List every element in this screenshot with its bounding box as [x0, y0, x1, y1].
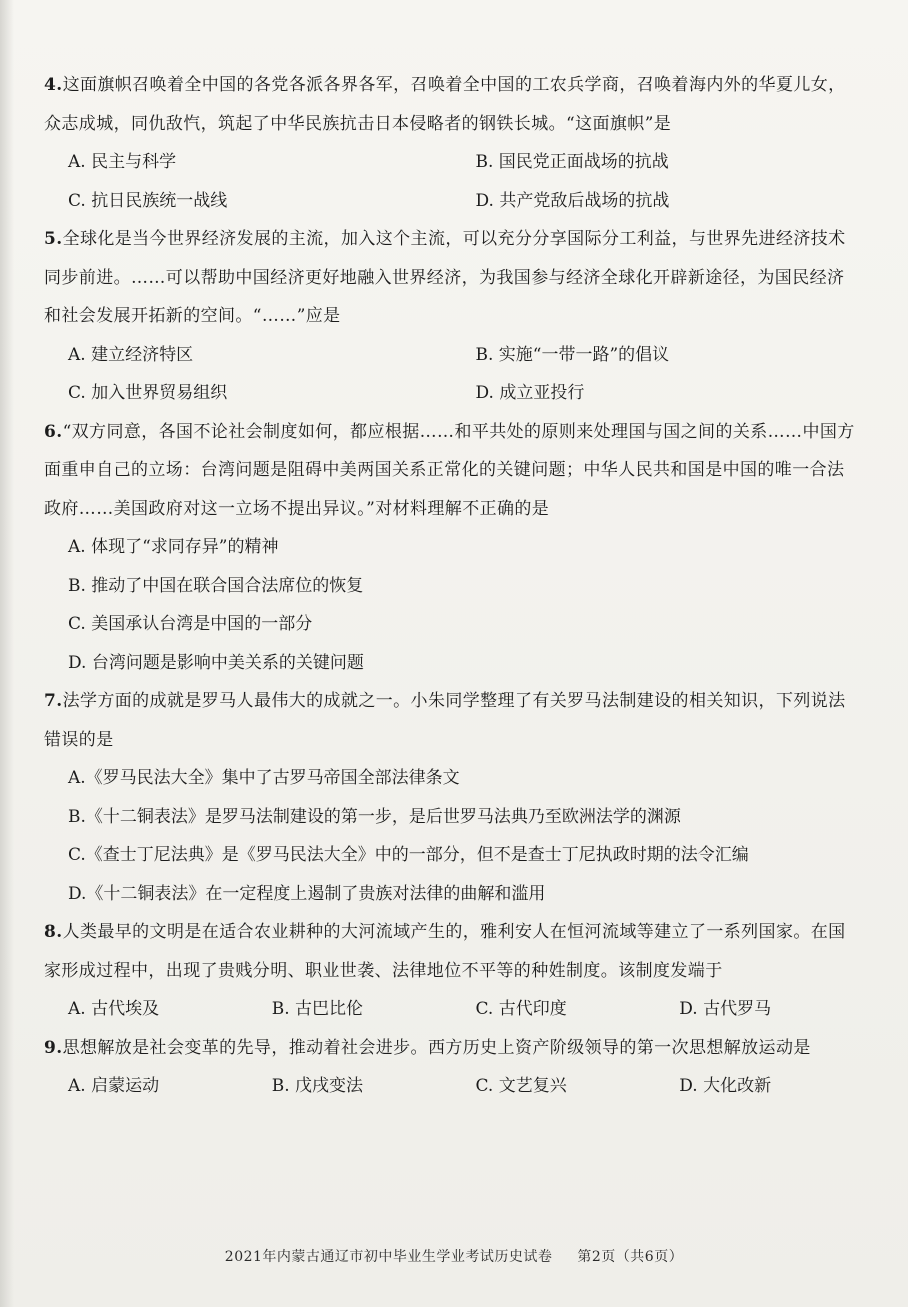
- question-4: [44, 66, 859, 220]
- question-7: [44, 682, 859, 913]
- option-b: B. 戊戌变法: [271, 1076, 364, 1096]
- option-c: C.《查士丁尼法典》是《罗马民法大全》中的一部分，但不是查士丁尼执政时期的法令汇编: [68, 845, 749, 865]
- option-d: D. 成立亚投行: [475, 383, 585, 403]
- question-text: “双方同意，各国不论社会制度如何，都应根据……和平共处的原则来处理国与国之间的关系……中国方面重申自己的立场：台湾问题是阻碍中美两国关系正常化的关键问题；中华人民共和国是中国的唯一合法政府……美国政府对这一立场不提出异议。”对材料理解不正确的是: [44, 421, 855, 519]
- options: [44, 990, 859, 1029]
- option-a: A.《罗马民法大全》集中了古罗马帝国全部法律条文: [68, 768, 460, 788]
- option-d: D. 台湾问题是影响中美关系的关键问题: [68, 652, 364, 673]
- option-a: A. 体现了“求同存异”的精神: [68, 537, 279, 557]
- question-text: 这面旗帜召唤着全中国的各党各派各界各军，召唤着全中国的工农兵学商，召唤着海内外的华夏儿女，众志成城，同仇敌忾，筑起了中华民族抗击日本侵略者的钢铁长城。“这面旗帜”是: [44, 75, 846, 134]
- option-d: D. 古代罗马: [679, 999, 772, 1019]
- option-d: D. 大化改新: [679, 1076, 772, 1096]
- question-text: 法学方面的成就是罗马人最伟大的成就之一。小朱同学整理了有关罗马法制建设的相关知识，下列说法错误的是: [44, 691, 846, 750]
- options: [44, 759, 859, 913]
- option-c: C. 加入世界贸易组织: [68, 383, 228, 403]
- option-b: B.《十二铜表法》是罗马法制建设的第一步，是后世罗马法典乃至欧洲法学的渊源: [68, 806, 681, 827]
- option-a: A. 古代埃及: [68, 999, 160, 1019]
- options: [44, 336, 859, 413]
- question-text: 思想解放是社会变革的先导，推动着社会进步。西方历史上资产阶级领导的第一次思想解放运动是: [62, 1037, 811, 1058]
- question-number: 5.: [44, 229, 63, 249]
- question-number: 8.: [44, 922, 63, 942]
- question-9: [44, 1029, 859, 1106]
- question-text: 全球化是当今世界经济发展的主流，加入这个主流，可以充分分享国际分工利益，与世界先进经济技术同步前进。……可以帮助中国经济更好地融入世界经济，为我国参与经济全球化开辟新途径，为国民经济和社会发展开拓新的空间。“……”应是: [44, 229, 846, 326]
- question-text: 人类最早的文明是在适合农业耕种的大河流域产生的，雅利安人在恒河流域等建立了一系列国家。在国家形成过程中，出现了贵贱分明、职业世袭、法律地位不平等的种姓制度。该制度发端于: [44, 922, 846, 981]
- option-d: D.《十二铜表法》在一定程度上遏制了贵族对法律的曲解和滥用: [68, 883, 546, 904]
- question-number: 7.: [44, 691, 63, 711]
- option-a: A. 建立经济特区: [68, 344, 194, 365]
- question-number: 6.: [44, 421, 63, 442]
- option-b: B. 实施“一带一路”的倡议: [475, 344, 670, 365]
- page-number: 第2页（共6页）: [577, 1249, 684, 1265]
- question-stem: [44, 413, 859, 529]
- question-8: [44, 913, 859, 1029]
- option-c: C. 抗日民族统一战线: [68, 190, 228, 211]
- option-c: C. 古代印度: [475, 999, 567, 1019]
- option-a: A. 民主与科学: [68, 152, 177, 172]
- options: [44, 143, 859, 220]
- question-stem: [44, 1029, 859, 1068]
- options: [44, 1067, 859, 1106]
- page-footer: [0, 1246, 908, 1266]
- options: [44, 528, 859, 682]
- question-stem: [44, 220, 859, 336]
- question-5: [44, 220, 859, 413]
- question-stem: [44, 66, 859, 143]
- question-6: [44, 413, 859, 683]
- option-d: D. 共产党敌后战场的抗战: [475, 190, 670, 211]
- question-number: 4.: [44, 75, 63, 95]
- option-b: B. 推动了中国在联合国合法席位的恢复: [68, 575, 364, 596]
- question-stem: [44, 913, 859, 990]
- question-number: 9.: [44, 1037, 63, 1058]
- question-stem: [44, 682, 859, 759]
- option-b: B. 国民党正面战场的抗战: [475, 152, 669, 172]
- option-c: C. 美国承认台湾是中国的一部分: [68, 614, 313, 634]
- page-edge-shadow: [0, 0, 14, 1307]
- question-list: [44, 66, 859, 1106]
- option-c: C. 文艺复兴: [475, 1076, 567, 1096]
- option-a: A. 启蒙运动: [68, 1076, 160, 1096]
- option-b: B. 古巴比伦: [271, 999, 364, 1019]
- exam-title: 2021年内蒙古通辽市初中毕业生学业考试历史试卷: [224, 1249, 553, 1265]
